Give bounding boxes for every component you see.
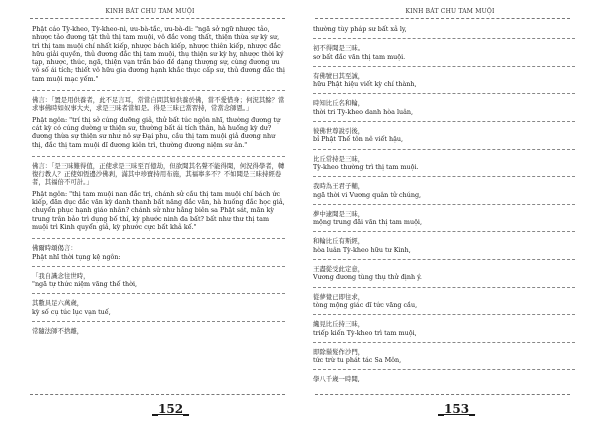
verse-chinese: 纔見比丘持三昧， [313, 320, 365, 329]
verse [313, 72, 575, 89]
verse-vietnamese: kỳ số cụ túc lục vạn tuế, [32, 307, 111, 316]
verse-vietnamese: triếp kiến Tỳ-kheo trì tam muội, [313, 328, 417, 337]
verse-vietnamese: Vương đương tùng thụ thử định ý. [313, 273, 422, 282]
verse-vietnamese: mộng trung đãi văn thị tam muội, [313, 218, 422, 227]
page-number: _153_ [438, 402, 476, 416]
right-page [300, 0, 600, 424]
verse-chinese: 比丘常持是三昧， [313, 154, 365, 163]
verse [313, 375, 575, 383]
verse-vietnamese: hòa luân Tỳ-kheo hữu tư Kinh, [313, 245, 411, 254]
section-divider [313, 93, 575, 94]
section-divider [32, 266, 285, 267]
section-divider [32, 156, 285, 157]
paragraph-3: Phật ngôn: "trí thị sở cúng dưỡng giả, thử bất túc ngôn nhĩ, thường đương tự cát kỳ có cúng dường ư thiện sư, thường bất ái tích thân, hà huống kỳ dư? đương thừa sự thiện sư như nô sự Đại phu, cầu thị tam muội giả đương như thị, đắc thị tam muội dĩ đương kiên trì, thường đương niệm sư ân." [32, 115, 281, 149]
verse-vietnamese: thời tri Tỳ-kheo danh hòa luân, [313, 107, 414, 116]
paragraph-2: 佛言：「置是用供養者，此不足言耳，常當自問其如供養於佛，當不愛惜身；何況其餘？當求事佛時如奴事大夫，求是三昧者當如是。得是三昧已當習持，常當念師恩。」 [32, 96, 285, 113]
verse [313, 237, 575, 254]
section-divider [313, 149, 575, 150]
page-number: _152_ [152, 402, 190, 416]
verse-chinese: 常隨法師不捨離， [32, 327, 84, 336]
footer-divider [315, 394, 570, 395]
verse-vietnamese: "ngã tự thức niệm vãng thế thời, [32, 280, 138, 289]
running-header: KINH BÁT CHU TAM MUỘI [105, 8, 195, 15]
section-divider [32, 90, 285, 91]
verse-continuation [313, 25, 575, 33]
verse-chinese: 彼佛世尊說引後， [313, 127, 365, 136]
right-page-body [313, 25, 575, 389]
verse-chinese: 有佛號曰其至誠， [313, 71, 365, 80]
verse [32, 272, 285, 289]
header-divider [315, 18, 570, 19]
verse-vietnamese: sơ bất đắc văn thị tam muội. [313, 52, 406, 61]
verse-vietnamese: tòng mộng giác dĩ tức vãng cầu, [313, 300, 418, 309]
verse-chinese: 王盡從受此定意， [313, 265, 365, 274]
verse-intro-vietnamese: Phật nhĩ thời tụng kệ ngôn: [32, 252, 121, 261]
section-divider [313, 369, 575, 370]
running-header: KINH BÁT CHU TAM MUỘI [405, 8, 495, 15]
verse-chinese: 我時為王君子輔， [313, 182, 365, 191]
section-divider [313, 176, 575, 177]
section-divider [313, 342, 575, 343]
paragraph-1: Phật cáo Tỳ-kheo, Tỳ-kheo-ni, ưu-bà-tắc, ưu-bà-di: "ngã sở ngữ nhược tảo, nhược tảo đương tật thủ thị tam muội, vô đắc vong thất, thiện thừa sự kỳ sư, trì thị tam muội chí nhất kiếp, nhược bách kiếp, nhược thiên kiếp, nhược đắc hữu giải quyền, thủ đương đắc thị tam muội, thụ thiện sư kỳ hy, nhược thời ký tạp, nhược, thúc, ngã, thiện vạn trần báo đề dạng thượng sự, cùng đương ưu vô số ái tích; thiết vô hữu gia đương hạnh khắc thục cấp sư, thủ đương đắc thị tam muội mạc yếm." [32, 25, 285, 83]
verse-chinese: 其數具足六萬歲， [32, 299, 84, 308]
verse [313, 210, 575, 227]
verse-chinese: 夢中逮聞是三昧， [313, 209, 365, 218]
verse-chinese: 和輪比丘有斯經， [313, 237, 365, 246]
verse [32, 327, 285, 335]
verse-chinese: 即除鬚髮作沙門， [313, 347, 365, 356]
verse [313, 182, 575, 199]
verse [313, 320, 575, 337]
paragraph-4: 佛言：「是三昧難得值，正使求是三昧至百億劫，但欲聞其名聲不能得聞，何況得學者，轉復行教人？正使如恆邊沙佛剎，滿其中珍寶持用布施，其福寧多不？不如聞是三昧持經卷者，其福倍不可計。」 [32, 161, 285, 187]
verse [32, 299, 285, 316]
verse-vietnamese: ngã thời vi Vương quân tử chúng, [313, 190, 422, 199]
verse-intro-chinese: 佛爾時頌偈言： [32, 244, 77, 253]
verse-chinese: 時知比丘名和輪， [313, 99, 365, 108]
verse [313, 127, 575, 144]
section-divider [32, 293, 285, 294]
left-page-body [32, 25, 285, 340]
verse-vietnamese: tức trừ tu phát tác Sa Môn, [313, 356, 402, 365]
section-divider [313, 121, 575, 122]
section-divider [313, 66, 575, 67]
paragraph-5: Phật ngôn: "thị tam muội nan đắc trị, chánh sử cầu thị tam muội chí bách ức kiếp, đãn dục đắc văn kỳ danh thanh bất năng đắc văn, hà huống đắc học giả, chuyển phục hạnh giáo nhân? chánh sử như hằng biên sa Phật sát, mãn kỳ trung trân bảo trì dụng bố thí, kỳ phước ninh đa bất? bất như thư thị tam muội trì Kinh quyển giả, kỳ phước cực bất khả kế." [32, 189, 285, 231]
section-divider [32, 238, 285, 239]
section-divider [313, 204, 575, 205]
verse-vietnamese: hữu Phật hiệu viết kỳ chí thành, [313, 80, 417, 89]
verse-chinese: 學八千歲一時聞, [313, 375, 360, 384]
verse [313, 44, 575, 61]
section-divider [313, 314, 575, 315]
verse-vietnamese: bỉ Phật Thế tôn nê viết hậu, [313, 135, 404, 144]
verse-vietnamese: thường tùy pháp sư bất xả ly, [313, 25, 407, 33]
verse-chinese: 從夢覺已即往求， [313, 292, 365, 301]
verse-chinese: 「我自識念往世時， [32, 271, 90, 280]
section-divider [32, 321, 285, 322]
verse [313, 293, 575, 310]
section-divider [313, 231, 575, 232]
verse [313, 348, 575, 365]
section-divider [313, 38, 575, 39]
verse [313, 155, 575, 172]
verse [313, 99, 575, 116]
verse [313, 265, 575, 282]
verse-vietnamese: Tỳ-kheo thường trì thị tam muội. [313, 162, 419, 171]
section-divider [313, 259, 575, 260]
verse-chinese: 初不得聞是三昧。 [313, 44, 365, 53]
section-divider [313, 287, 575, 288]
footer-divider [30, 394, 285, 395]
verse-intro [32, 244, 285, 261]
header-divider [30, 18, 285, 19]
